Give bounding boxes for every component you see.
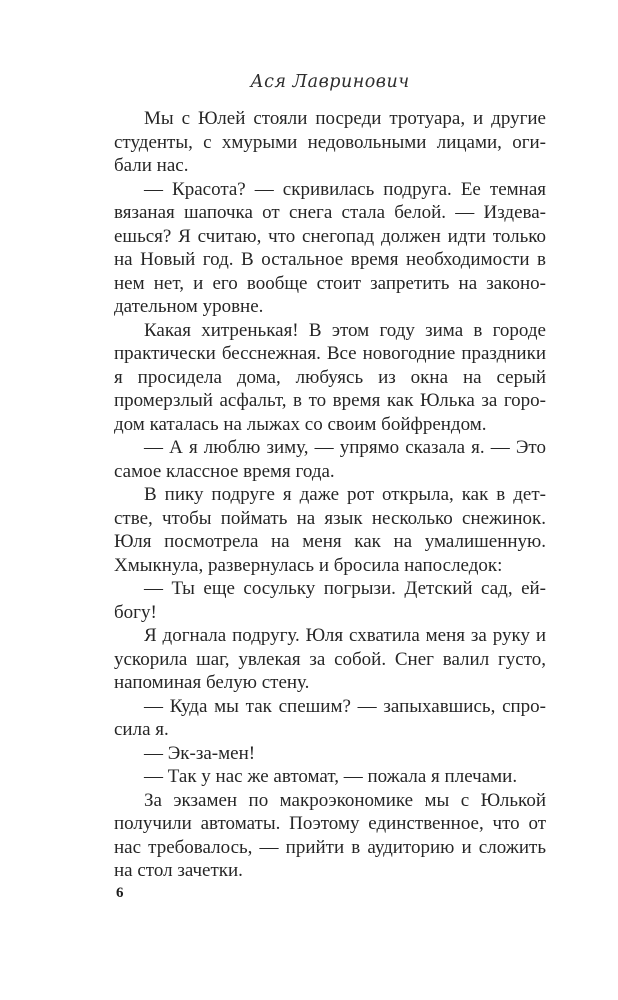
paragraph: — Ты еще сосульку погрызи. Детский сад, ей-богу! <box>114 578 546 623</box>
paragraph: — А я люблю зиму, — упрямо сказала я. — Это самое классное время года. <box>114 437 546 482</box>
paragraph: В пику подруге я даже рот открыла, как в детстве, чтобы поймать на язык несколько снежинок. Юля посмотрела на меня как на умалишенную. Хмыкнула, развернулась и бросила напоследок: <box>114 484 546 576</box>
body-text-block <box>114 107 546 883</box>
paragraph: Мы с Юлей стояли посреди тротуара, и другие студенты, с хмурыми недовольными лицами, огибали нас. <box>114 108 546 176</box>
running-header-author: Ася Лавринович <box>250 72 410 92</box>
paragraph: — Эк-за-мен! <box>144 742 256 764</box>
paragraph: — Так у нас же автомат, — пожала я плечами. <box>144 766 518 787</box>
paragraph: За экзамен по макроэкономике мы с Юлькой получили автоматы. Поэтому единственное, что от нас требовалось, — прийти в аудиторию и сложить на стол зачетки. <box>114 789 546 881</box>
paragraph: — Куда мы так спешим? — запыхавшись, спросила я. <box>114 695 546 740</box>
paragraph: — Красота? — скривилась подруга. Ее темная вязаная шапочка от снега стала белой. — Издеваешься? Я считаю, что снегопад должен идти только на Новый год. В остальное время необходимости в нем нет, и его вообще стоит запретить на законодательном уровне. <box>114 178 546 317</box>
paragraph: Какая хитренькая! В этом году зима в городе практически бесснежная. Все новогодние праздники я просидела дома, любуясь из окна на серый промерзлый асфальт, в то время как Юлька за городом каталась на лыжах со своим бойфрендом. <box>114 319 546 435</box>
paragraph: Я догнала подругу. Юля схватила меня за руку и ускорила шаг, увлекая за собой. Снег валил густо, напоминая белую стену. <box>114 625 546 693</box>
page-number: 6 <box>116 885 124 901</box>
